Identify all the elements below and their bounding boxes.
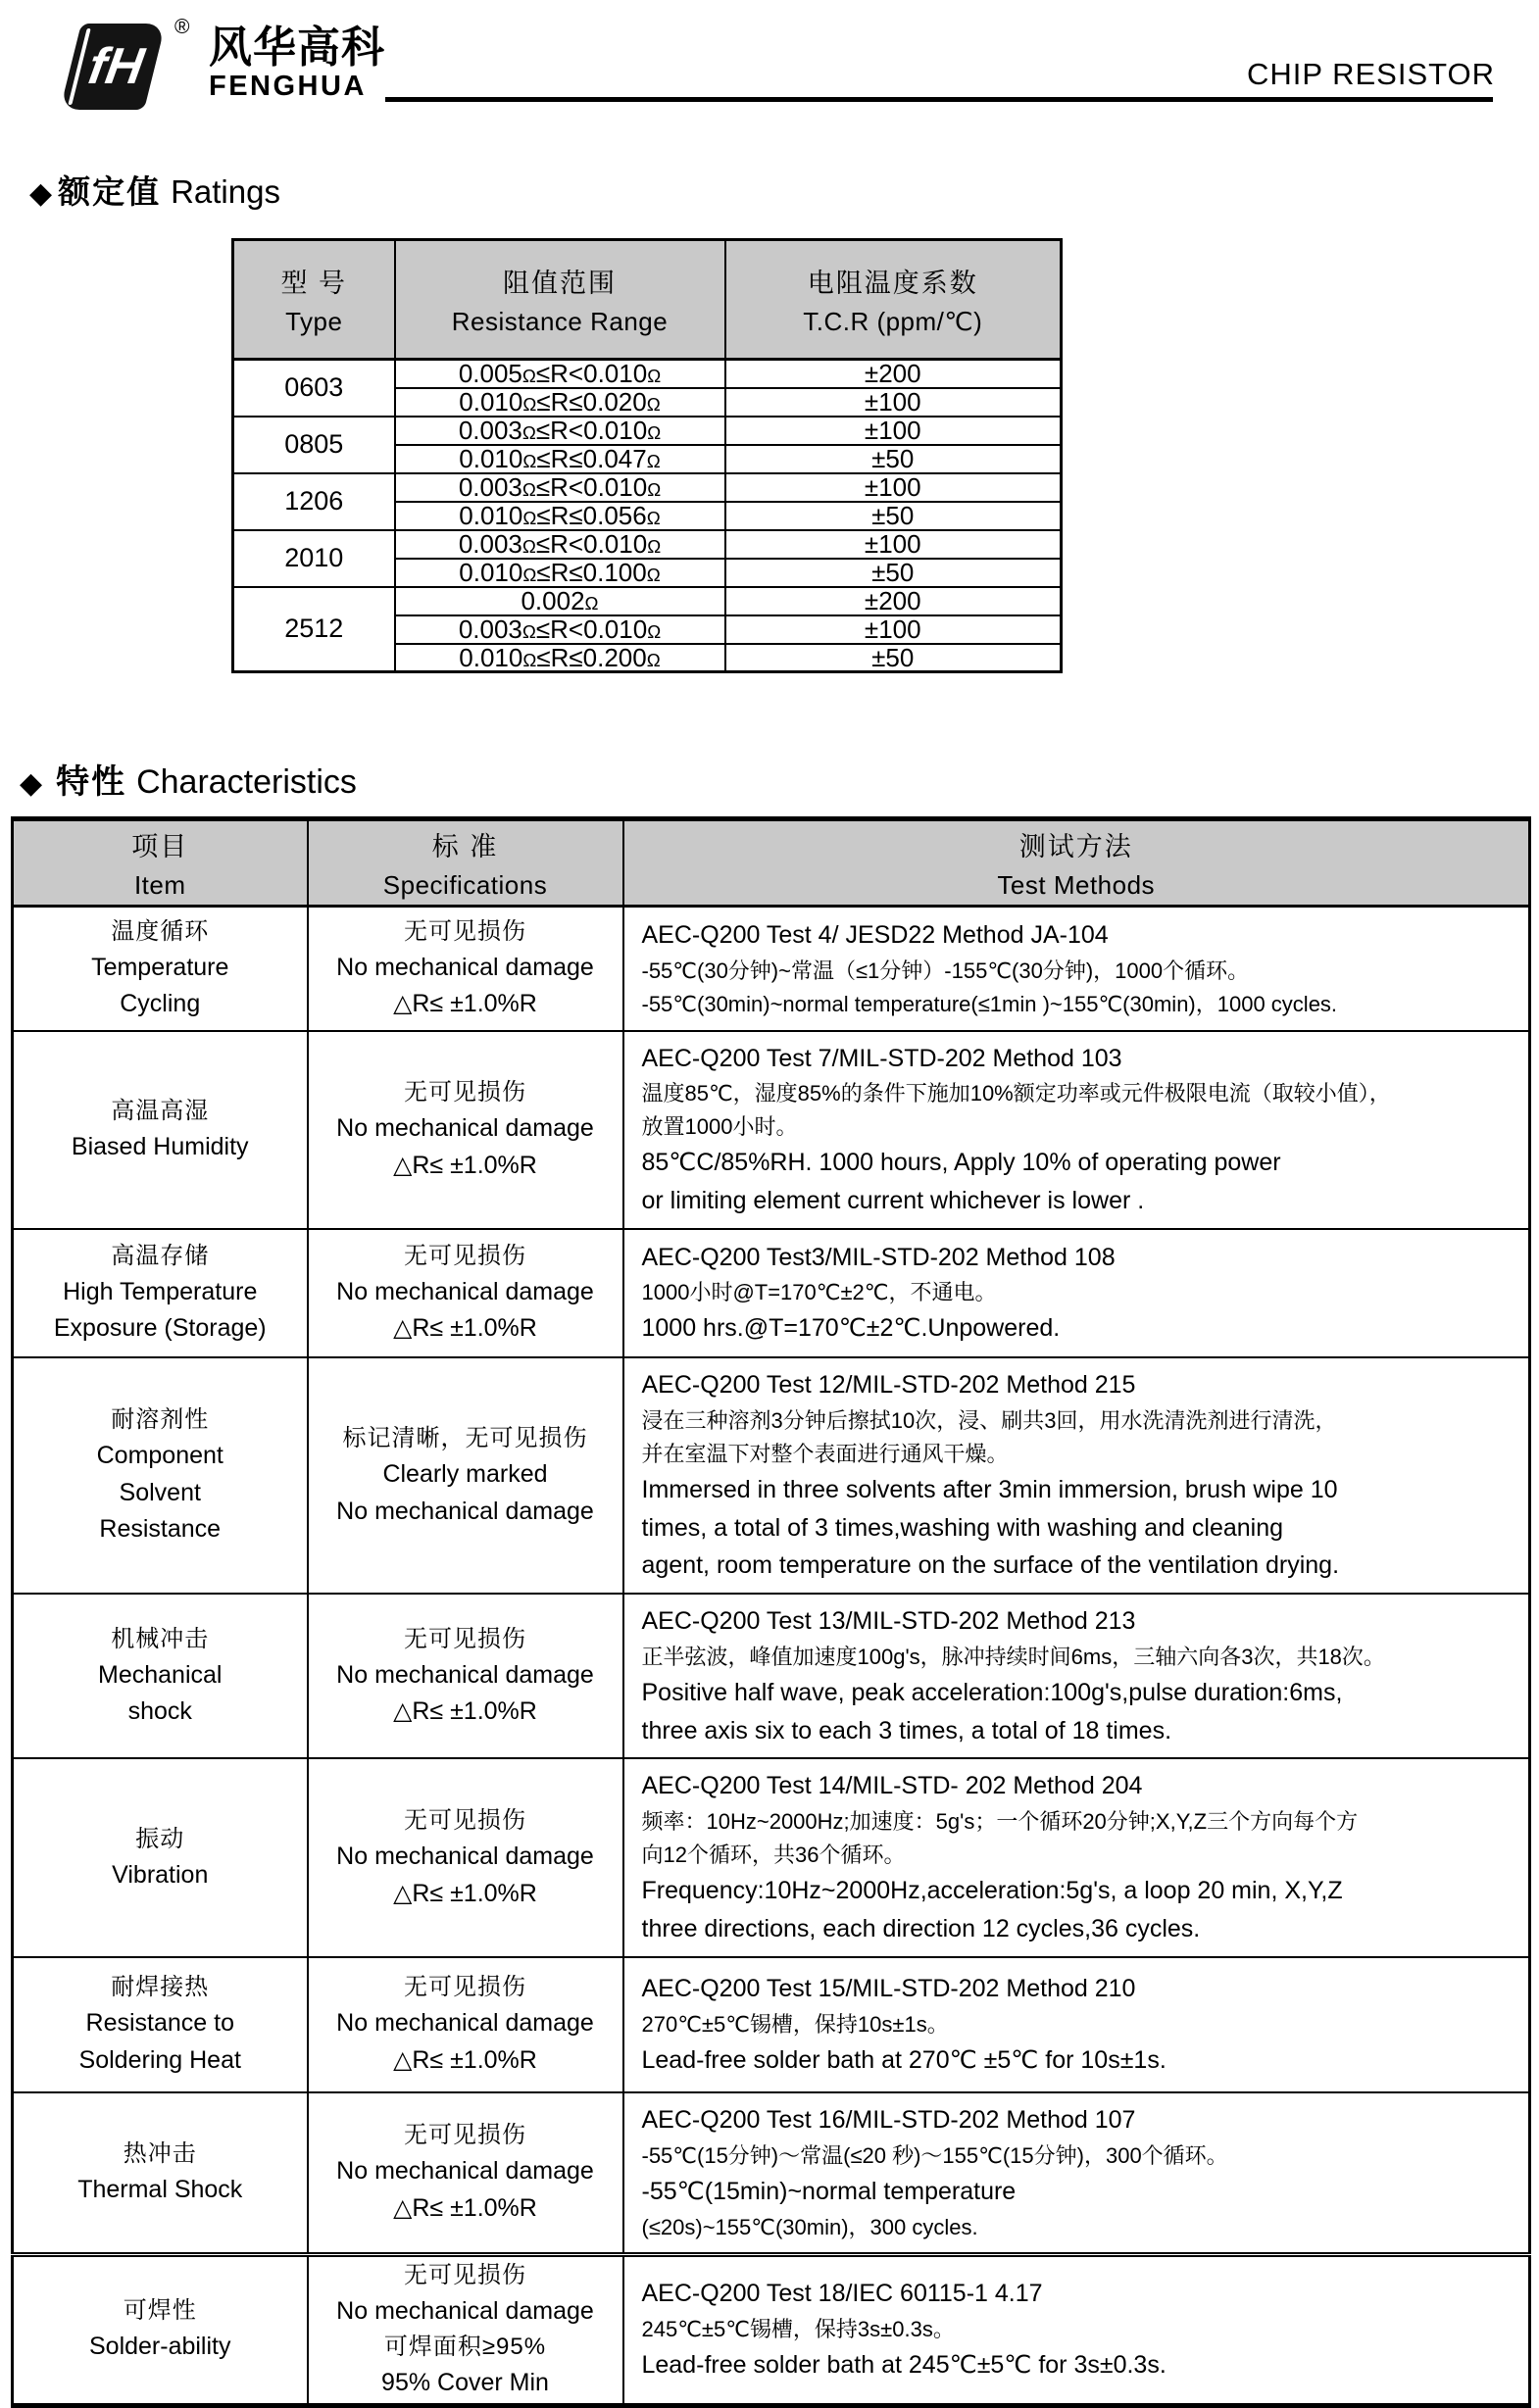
logo-monogram: fH	[83, 38, 148, 95]
item-line: 耐溶剂性	[111, 1406, 210, 1434]
spec-line: △R≤ ±1.0%R	[393, 1314, 537, 1343]
spec-line: No mechanical damage	[336, 1843, 594, 1871]
item-line: Component	[96, 1442, 223, 1470]
ratings-head	[233, 240, 1062, 360]
spec-line: △R≤ ±1.0%R	[393, 2045, 537, 2074]
spec-line: △R≤ ±1.0%R	[393, 1879, 537, 1907]
item-line: Exposure (Storage)	[53, 1314, 267, 1343]
resistance-range-cell: 0.010Ω≤R≤0.047Ω	[395, 445, 725, 473]
fenghua-logo	[0, 0, 422, 123]
method-line: -55℃(15分钟)～常温(≤20 秒)～155℃(15分钟)，300个循环。	[641, 2142, 1228, 2168]
column-header-en: Resistance Range	[451, 307, 669, 336]
method-line: Immersed in three solvents after 3min immersion, brush wipe 10	[641, 1475, 1338, 1503]
ratings-row	[233, 417, 1062, 445]
ohm-symbol: Ω	[521, 366, 536, 387]
column-header-cn: 项目	[131, 832, 189, 861]
spec-line: 无可见损伤	[404, 2261, 526, 2288]
test-method-cell	[623, 1229, 1530, 1357]
characteristics-column-header	[308, 819, 623, 907]
test-method-cell	[623, 2254, 1530, 2405]
diamond-bullet-icon: ◆	[29, 177, 53, 210]
ohm-symbol: Ω	[647, 479, 662, 500]
spec-line: 可焊面积≥95%	[383, 2334, 547, 2361]
specification-cell	[308, 1957, 623, 2092]
spec-line: 95% Cover Min	[381, 2369, 549, 2397]
diamond-bullet-icon: ◆	[20, 767, 43, 800]
spec-line: △R≤ ±1.0%R	[393, 2193, 537, 2222]
ohm-symbol: Ω	[521, 422, 536, 443]
method-line: or limiting element current whichever is lower .	[641, 1187, 1145, 1215]
characteristics-body	[13, 907, 1530, 2406]
ohm-symbol: Ω	[522, 649, 537, 670]
spec-line: No mechanical damage	[336, 1497, 594, 1525]
ohm-symbol: Ω	[584, 593, 599, 614]
item-line: Solder-ability	[88, 2333, 231, 2361]
item-cell	[13, 1357, 308, 1594]
ratings-body	[233, 360, 1062, 672]
brand-name-english: FENGHUA	[209, 71, 367, 103]
method-line: three axis six to each 3 times, a total of 18 times.	[641, 1716, 1172, 1745]
ohm-symbol: Ω	[522, 565, 537, 585]
registered-trademark-symbol: ®	[174, 16, 190, 38]
ohm-symbol: Ω	[647, 422, 662, 443]
header-divider-line	[385, 97, 1493, 102]
resistance-range-cell: 0.003Ω≤R<0.010Ω	[395, 530, 725, 559]
method-line: 向12个循环，共36个循环。	[641, 1843, 906, 1868]
method-line: -55℃(30min)~normal temperature(≤1min )~155℃(30min)，1000 cycles.	[641, 991, 1338, 1016]
spec-line: No mechanical damage	[336, 1114, 594, 1143]
item-line: Vibration	[112, 1860, 209, 1889]
specification-cell	[308, 1758, 623, 1956]
method-line: AEC-Q200 Test 7/MIL-STD-202 Method 103	[641, 1044, 1122, 1072]
specification-cell	[308, 1031, 623, 1229]
item-cell	[13, 2092, 308, 2254]
ohm-symbol: Ω	[522, 508, 537, 528]
tcr-cell: ±100	[725, 417, 1062, 445]
method-line: AEC-Q200 Test 14/MIL-STD- 202 Method 204	[641, 1772, 1143, 1800]
method-line: 1000 hrs.@T=170℃±2℃.Unpowered.	[641, 1314, 1061, 1343]
method-line: -55℃(15min)~normal temperature	[641, 2177, 1017, 2205]
item-line: Resistance	[99, 1515, 222, 1544]
characteristics-table	[11, 816, 1531, 2408]
item-line: High Temperature	[63, 1277, 258, 1305]
ohm-symbol: Ω	[646, 565, 661, 585]
resistance-range-cell: 0.003Ω≤R<0.010Ω	[395, 473, 725, 502]
method-line: 放置1000小时。	[641, 1114, 798, 1140]
characteristics-row	[13, 1229, 1530, 1357]
brand-name-chinese: 风华高科	[209, 24, 385, 72]
characteristics-column-header	[623, 819, 1530, 907]
column-header-en: Item	[133, 870, 186, 900]
column-header-cn: 标 准	[431, 832, 499, 861]
tcr-cell: ±100	[725, 615, 1062, 644]
test-method-cell	[623, 907, 1530, 1031]
resistance-range-cell: 0.003Ω≤R<0.010Ω	[395, 615, 725, 644]
ratings-title-en: Ratings	[171, 173, 280, 210]
method-line: Frequency:10Hz~2000Hz,acceleration:5g's, a loop 20 min, X,Y,Z	[641, 1877, 1343, 1905]
resistance-range-cell: 0.003Ω≤R<0.010Ω	[395, 417, 725, 445]
item-line: 振动	[135, 1825, 185, 1852]
resistance-range-cell: 0.010Ω≤R≤0.020Ω	[395, 388, 725, 417]
column-header-en: Test Methods	[997, 870, 1156, 900]
item-line: Temperature	[91, 953, 229, 981]
characteristics-row	[13, 1758, 1530, 1956]
method-line: Lead-free solder bath at 270℃ ±5℃ for 10s±1s.	[641, 2045, 1167, 2074]
type-cell: 1206	[233, 473, 395, 530]
spec-line: No mechanical damage	[336, 953, 594, 981]
item-cell	[13, 1229, 308, 1357]
fenghua-logo-mark-icon	[60, 24, 166, 110]
item-line: shock	[127, 1697, 192, 1726]
ratings-row	[233, 587, 1062, 615]
type-cell: 0603	[233, 360, 395, 417]
item-cell	[13, 907, 308, 1031]
specification-cell	[308, 2254, 623, 2405]
characteristics-row	[13, 1031, 1530, 1229]
ratings-row	[233, 360, 1062, 388]
item-line: 温度循环	[111, 917, 210, 945]
characteristics-row	[13, 2254, 1530, 2405]
characteristics-title-en: Characteristics	[136, 763, 357, 801]
ohm-symbol: Ω	[647, 621, 662, 642]
characteristics-section-title	[20, 755, 357, 803]
ratings-row	[233, 473, 1062, 502]
spec-line: No mechanical damage	[336, 2009, 594, 2038]
item-line: Thermal Shock	[77, 2176, 243, 2203]
item-cell	[13, 1957, 308, 2092]
test-method-cell	[623, 1357, 1530, 1594]
spec-line: △R≤ ±1.0%R	[393, 1151, 537, 1179]
characteristics-row	[13, 1957, 1530, 2092]
spec-line: △R≤ ±1.0%R	[393, 1697, 537, 1726]
ratings-header-row	[233, 240, 1062, 360]
resistance-range-cell: 0.010Ω≤R≤0.100Ω	[395, 559, 725, 587]
method-line: times, a total of 3 times,washing with washing and cleaning	[641, 1513, 1284, 1542]
method-line: AEC-Q200 Test 16/MIL-STD-202 Method 107	[641, 2105, 1136, 2134]
resistance-range-cell: 0.005Ω≤R<0.010Ω	[395, 360, 725, 388]
ratings-column-header	[233, 240, 395, 360]
spec-line: △R≤ ±1.0%R	[393, 990, 537, 1018]
spec-line: No mechanical damage	[336, 2296, 594, 2325]
item-line: 热冲击	[123, 2140, 197, 2167]
method-line: AEC-Q200 Test 13/MIL-STD-202 Method 213	[641, 1607, 1136, 1636]
ohm-symbol: Ω	[646, 508, 661, 528]
item-line: Biased Humidity	[71, 1132, 249, 1160]
spec-line: 标记清晰，无可见损伤	[342, 1425, 588, 1452]
specification-cell	[308, 1594, 623, 1758]
type-cell: 2512	[233, 587, 395, 672]
type-cell: 0805	[233, 417, 395, 473]
item-cell	[13, 2254, 308, 2405]
spec-line: 无可见损伤	[404, 1242, 526, 1269]
item-line: Soldering Heat	[78, 2045, 241, 2074]
tcr-cell: ±50	[725, 559, 1062, 587]
ohm-symbol: Ω	[647, 366, 662, 387]
tcr-cell: ±100	[725, 388, 1062, 417]
item-line: Solvent	[119, 1478, 201, 1506]
ohm-symbol: Ω	[647, 536, 662, 557]
specification-cell	[308, 907, 623, 1031]
column-header-cn: 型 号	[280, 269, 347, 298]
item-line: 机械冲击	[111, 1625, 210, 1652]
characteristics-head	[13, 819, 1530, 907]
item-cell	[13, 1594, 308, 1758]
resistance-range-cell: 0.010Ω≤R≤0.200Ω	[395, 644, 725, 672]
spec-line: Clearly marked	[382, 1460, 548, 1489]
method-line: 正半弦波，峰值加速度100g's，脉冲持续时间6ms，三轴六向各3次，共18次。	[641, 1644, 1385, 1669]
characteristics-row	[13, 1594, 1530, 1758]
characteristics-column-header	[13, 819, 308, 907]
tcr-cell: ±50	[725, 445, 1062, 473]
method-line: agent, room temperature on the surface of the ventilation drying.	[641, 1551, 1340, 1580]
method-line: -55℃(30分钟)~常温（≤1分钟）-155℃(30分钟)，1000个循环。	[641, 958, 1250, 983]
method-line: 270℃±5℃锡槽，保持10s±1s。	[641, 2011, 949, 2037]
item-cell	[13, 1031, 308, 1229]
spec-line: No mechanical damage	[336, 2157, 594, 2186]
method-line: 浸在三种溶剂3分钟后擦拭10次，浸、刷共3回，用水洗清洗剂进行清洗，	[641, 1407, 1337, 1433]
method-line: AEC-Q200 Test 12/MIL-STD-202 Method 215	[641, 1370, 1136, 1399]
resistance-range-cell: 0.010Ω≤R≤0.056Ω	[395, 502, 725, 530]
column-header-cn: 阻值范围	[503, 269, 617, 298]
specification-cell	[308, 1357, 623, 1594]
item-line: 可焊性	[123, 2297, 197, 2325]
spec-line: 无可见损伤	[404, 1974, 526, 2001]
method-line: AEC-Q200 Test 4/ JESD22 Method JA-104	[641, 920, 1109, 949]
ohm-symbol: Ω	[646, 649, 661, 670]
method-line: three directions, each direction 12 cycles,36 cycles.	[641, 1915, 1201, 1943]
column-header-cn: 测试方法	[1018, 832, 1133, 861]
ratings-section-title	[29, 167, 280, 213]
method-line: AEC-Q200 Test3/MIL-STD-202 Method 108	[641, 1243, 1116, 1271]
ratings-table	[231, 238, 1063, 673]
tcr-cell: ±50	[725, 502, 1062, 530]
item-line: Cycling	[120, 990, 201, 1018]
ratings-column-header	[725, 240, 1062, 360]
method-line: 频率：10Hz~2000Hz;加速度：5g's；一个循环20分钟;X,Y,Z三个方向每个方	[641, 1809, 1359, 1835]
item-line: 耐焊接热	[111, 1974, 210, 2001]
ohm-symbol: Ω	[522, 394, 537, 415]
characteristics-header-row	[13, 819, 1530, 907]
item-line: Mechanical	[98, 1660, 223, 1689]
method-line: 并在室温下对整个表面进行通风干燥。	[641, 1441, 1009, 1466]
item-line: 高温存储	[111, 1242, 210, 1269]
type-cell: 2010	[233, 530, 395, 587]
tcr-cell: ±50	[725, 644, 1062, 672]
test-method-cell	[623, 1594, 1530, 1758]
specification-cell	[308, 2092, 623, 2254]
method-line: AEC-Q200 Test 18/IEC 60115-1 4.17	[641, 2280, 1043, 2308]
spec-line: 无可见损伤	[404, 1625, 526, 1652]
column-header-cn: 电阻温度系数	[807, 269, 978, 298]
tcr-cell: ±200	[725, 587, 1062, 615]
tcr-cell: ±100	[725, 530, 1062, 559]
ratings-row	[233, 530, 1062, 559]
ohm-symbol: Ω	[522, 451, 537, 471]
column-header-en: T.C.R (ppm/℃)	[803, 307, 983, 336]
test-method-cell	[623, 1957, 1530, 2092]
method-line: Lead-free solder bath at 245℃±5℃ for 3s±0.3s.	[641, 2351, 1167, 2380]
test-method-cell	[623, 2092, 1530, 2254]
method-line: 245℃±5℃锡槽，保持3s±0.3s。	[641, 2317, 955, 2342]
spec-line: No mechanical damage	[336, 1660, 594, 1689]
brand-text	[209, 25, 385, 102]
tcr-cell: ±200	[725, 360, 1062, 388]
method-line: 温度85℃，湿度85%的条件下施加10%额定功率或元件极限电流（取较小值），	[641, 1081, 1391, 1106]
item-line: 高温高湿	[111, 1097, 210, 1124]
test-method-cell	[623, 1758, 1530, 1956]
ohm-symbol: Ω	[521, 536, 536, 557]
test-method-cell	[623, 1031, 1530, 1229]
document-title: CHIP RESISTOR	[1246, 57, 1495, 91]
ohm-symbol: Ω	[521, 621, 536, 642]
column-header-en: Type	[285, 307, 343, 336]
spec-line: 无可见损伤	[404, 1807, 526, 1835]
characteristics-row	[13, 1357, 1530, 1594]
method-line: AEC-Q200 Test 15/MIL-STD-202 Method 210	[641, 1975, 1136, 2003]
spec-line: 无可见损伤	[404, 2122, 526, 2149]
item-cell	[13, 1758, 308, 1956]
method-line: 85℃C/85%RH. 1000 hours, Apply 10% of operating power	[641, 1149, 1281, 1177]
characteristics-row	[13, 2092, 1530, 2254]
item-line: Resistance to	[85, 2009, 234, 2038]
ohm-symbol: Ω	[521, 479, 536, 500]
column-header-en: Specifications	[382, 870, 548, 900]
characteristics-row	[13, 907, 1530, 1031]
resistance-range-cell: 0.002Ω	[395, 587, 725, 615]
method-line: Positive half wave, peak acceleration:100g's,pulse duration:6ms,	[641, 1678, 1343, 1706]
ratings-column-header	[395, 240, 725, 360]
characteristics-title-cn: 特性	[56, 763, 127, 801]
ohm-symbol: Ω	[646, 451, 661, 471]
spec-line: No mechanical damage	[336, 1277, 594, 1305]
spec-line: 无可见损伤	[404, 1079, 526, 1106]
specification-cell	[308, 1229, 623, 1357]
spec-line: 无可见损伤	[404, 917, 526, 945]
ohm-symbol: Ω	[646, 394, 661, 415]
method-line: 1000小时@T=170℃±2℃，不通电。	[641, 1280, 997, 1305]
ratings-title-cn: 额定值	[58, 173, 162, 210]
tcr-cell: ±100	[725, 473, 1062, 502]
method-line: (≤20s)~155℃(30min)，300 cycles.	[641, 2214, 978, 2239]
